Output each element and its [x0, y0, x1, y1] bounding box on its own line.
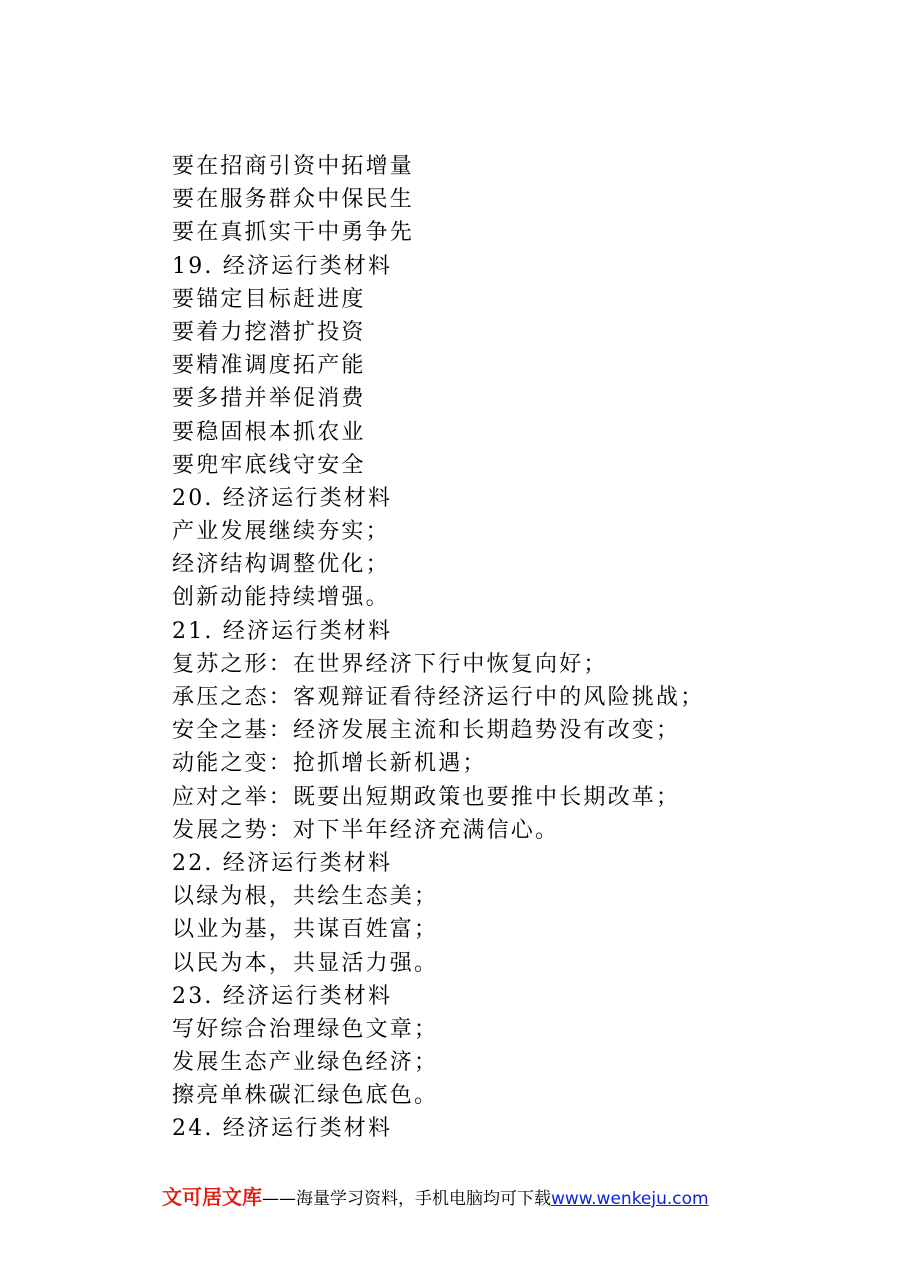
text-line: 要兜牢底线守安全: [172, 452, 366, 478]
document-body: [172, 150, 872, 1146]
section-heading: 20. 经济运行类材料: [172, 485, 393, 511]
text-line: 产业发展继续夯实；: [172, 519, 390, 545]
footer-banner: [162, 1183, 862, 1211]
text-line: 承压之态：客观辩证看待经济运行中的风险挑战；: [172, 685, 705, 710]
text-line: 发展生态产业绿色经济；: [172, 1050, 439, 1076]
website-link[interactable]: www.wenkeju.com: [551, 1189, 709, 1209]
text-line: 应对之举：既要出短期政策也要推中长期改革；: [172, 784, 681, 810]
section-heading: 19. 经济运行类材料: [172, 253, 393, 279]
text-line: 要着力挖潜扩投资: [172, 319, 366, 345]
text-line: 以业为基，共谋百姓富；: [172, 917, 439, 943]
text-line: 写好综合治理绿色文章；: [172, 1016, 439, 1042]
text-line: 以民为本，共显活力强。: [172, 950, 439, 976]
section-heading: 22. 经济运行类材料: [172, 850, 393, 876]
brand-name: 文可居文库: [162, 1185, 262, 1209]
section-heading: 21. 经济运行类材料: [172, 618, 393, 644]
section-heading: 24. 经济运行类材料: [172, 1116, 393, 1142]
text-line: 要锚定目标赶进度: [172, 286, 366, 312]
text-line: 动能之变：抢抓增长新机遇；: [172, 751, 487, 777]
text-line: 复苏之形：在世界经济下行中恢复向好；: [172, 651, 608, 677]
text-line: 要多措并举促消费: [172, 386, 366, 412]
text-line: 要在招商引资中拓增量: [172, 154, 415, 179]
text-line: 经济结构调整优化；: [172, 552, 390, 578]
section-heading: 23. 经济运行类材料: [172, 983, 393, 1009]
text-line: 安全之基：经济发展主流和长期趋势没有改变；: [172, 718, 681, 744]
text-line: 要在服务群众中保民生: [172, 187, 415, 213]
text-line: 以绿为根，共绘生态美；: [172, 884, 439, 910]
text-line: 擦亮单株碳汇绿色底色。: [172, 1083, 439, 1109]
text-line: 发展之势：对下半年经济充满信心。: [172, 817, 560, 843]
text-line: 要精准调度拓产能: [172, 353, 366, 379]
text-line: 要在真抓实干中勇争先: [172, 220, 415, 246]
text-line: 创新动能持续增强。: [172, 585, 390, 611]
text-line: 要稳固根本抓农业: [172, 419, 366, 445]
footer-tagline: ——海量学习资料，手机电脑均可下载: [262, 1189, 551, 1209]
